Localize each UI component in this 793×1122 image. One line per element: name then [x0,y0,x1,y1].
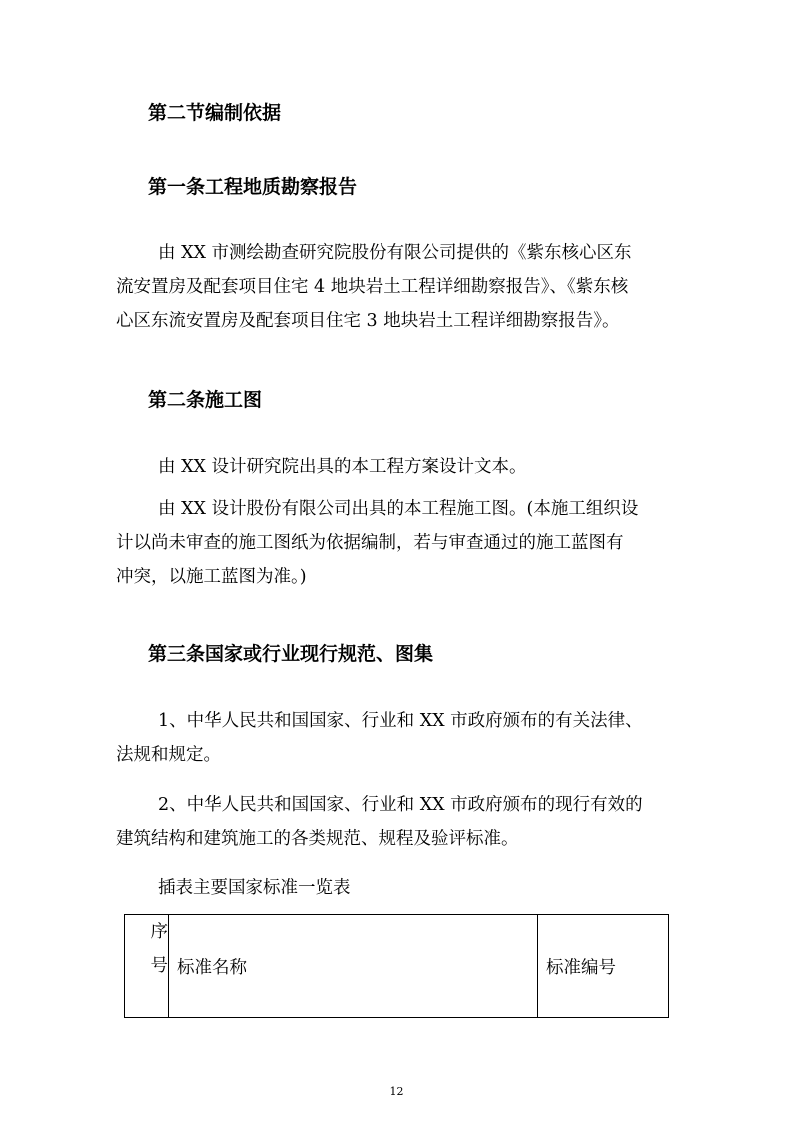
article-3-item-2 [116,788,676,856]
table-caption: 插表主要国家标准一览表 [158,878,351,898]
article-1-line-1: 由 XX 市测绘勘查研究院股份有限公司提供的《紫东核心区东 [158,243,632,263]
article-2-paragraph-1-text: 由 XX 设计研究院出具的本工程方案设计文本。 [158,457,527,477]
page-number: 12 [389,1085,404,1098]
article-3-item-2-line-2: 建筑结构和建筑施工的各类规范、规程及验评标准。 [116,829,519,849]
article-3-title: 第三条国家或行业现行规范、图集 [148,643,434,665]
article-2-paragraph-2 [116,492,676,594]
header-serial-spacer [125,983,168,1017]
header-standard-name: 标准名称 [169,915,538,1018]
article-2-paragraph-1 [116,450,676,484]
article-3-item-1-line-2: 法规和规定。 [116,745,221,765]
article-1-line-3: 心区东流安置房及配套项目住宅 3 地块岩土工程详细勘察报告》。 [116,311,620,331]
article-1-body [116,236,676,338]
article-3-item-1-line-1: 1、中华人民共和国国家、行业和 XX 市政府颁布的有关法律、 [158,711,643,731]
section-title: 第二节编制依据 [148,102,282,124]
header-serial-line-1: 序 [150,922,168,942]
header-standard-code: 标准编号 [538,915,669,1018]
article-2-title: 第二条施工图 [148,389,263,411]
article-2-p2-line-2: 计以尚未审查的施工图纸为依据编制，若与审查通过的施工蓝图有 [116,533,624,553]
article-1-title: 第一条工程地质勘察报告 [148,176,358,198]
article-2-p2-line-1: 由 XX 设计股份有限公司出具的本工程施工图。(本施工组织设 [158,499,639,519]
table-header-row [125,915,669,1018]
article-2-p2-line-3: 冲突，以施工蓝图为准。) [116,567,307,587]
header-serial-line-2: 号 [150,956,168,976]
article-1-line-2: 流安置房及配套项目住宅 4 地块岩土工程详细勘察报告》、《紫东核 [116,277,629,297]
article-3-item-1 [116,704,676,772]
header-serial-number [125,915,169,1018]
standards-table [124,914,669,1018]
article-3-item-2-line-1: 2、中华人民共和国国家、行业和 XX 市政府颁布的现行有效的 [158,795,643,815]
